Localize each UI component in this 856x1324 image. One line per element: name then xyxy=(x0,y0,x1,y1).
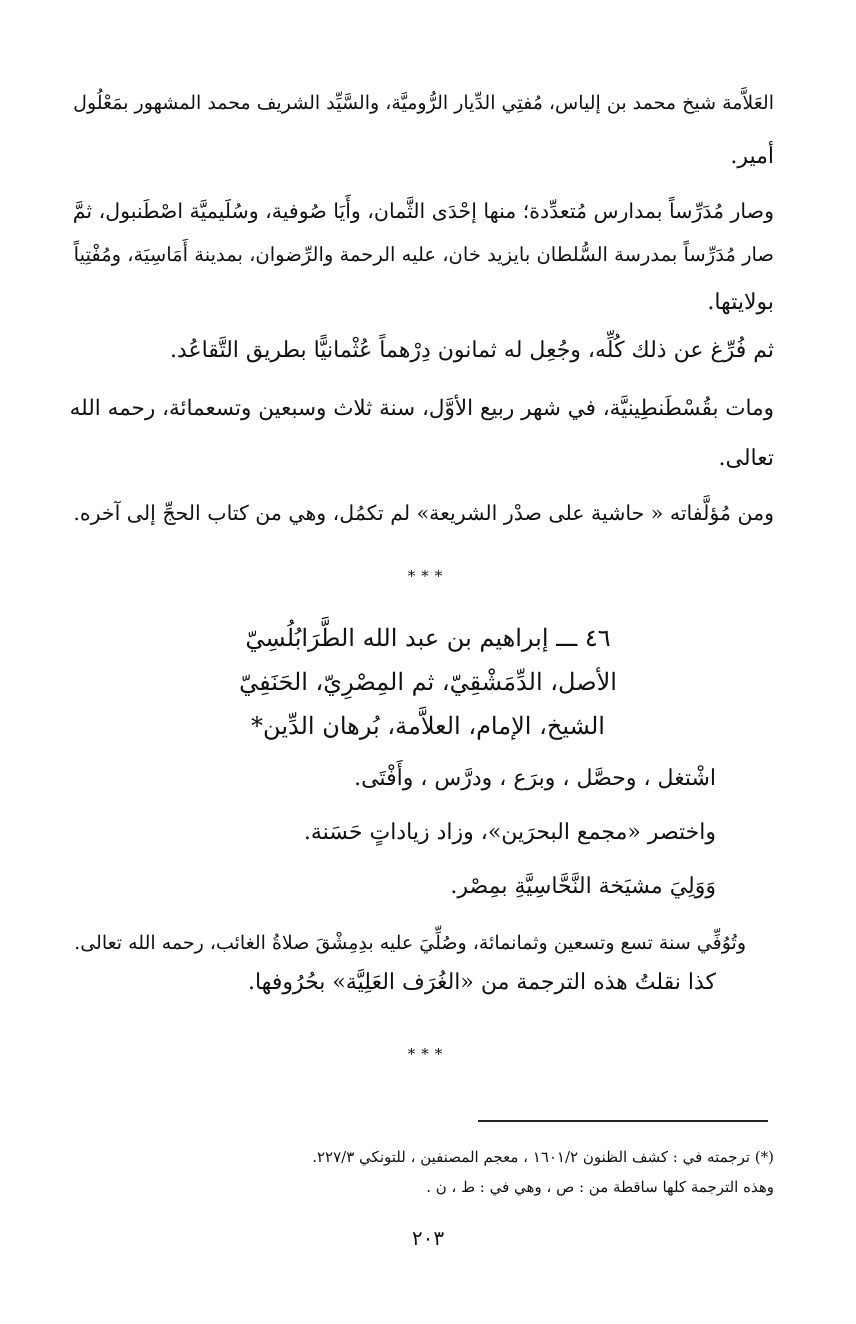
footnote-rule xyxy=(478,1120,768,1122)
paragraph-line: كذا نقلتُ هذه الترجمة من «الغُرَف العَلِيَّة» بحُرُوفها. xyxy=(247,970,716,995)
paragraph-line: ومن مُؤلَّفاته « حاشية على صدْر الشريعة» لم تكمُل، وهي من كتاب الحجِّ إلى آخره. xyxy=(73,501,774,525)
entry-title-epithets: الشيخ، الإمام، العلاَّمة، بُرهان الدِّين* xyxy=(251,712,605,740)
paragraph-line: ومات بقُسْطَنطِينيَّة، في شهر ربيع الأوَّل، سنة ثلاث وسبعين وتسعمائة، رحمه الله xyxy=(69,396,774,421)
entry-title: ٤٦ ـــ إبراهيم بن عبد الله الطَّرَابُلُسِيّ xyxy=(245,624,611,652)
section-separator: *** xyxy=(407,567,449,585)
paragraph-line: بولايتها. xyxy=(707,290,774,315)
paragraph-line: واختصر «مجمع البحرَين»، وزاد زياداتٍ حَسَنة. xyxy=(303,820,716,845)
paragraph-line: وتُوُفِّي سنة تسع وتسعين وثمانمائة، وصُلِّيَ عليه بدِمِشْقَ صلاةُ الغائب، رحمه الله تعالى. xyxy=(74,932,746,954)
paragraph-line: وصار مُدَرِّساً بمدارس مُتعدِّدة؛ منها إحْدَى الثَّمان، وأَيَا صُوفية، وسُلَيميَّة اصْطَنبول، ثمَّ xyxy=(72,199,774,223)
paragraph-line: تعالى. xyxy=(718,446,774,471)
entry-title-origin: الأصل، الدِّمَشْقِيّ، ثم المِصْرِيّ، الحَنَفِيّ xyxy=(239,668,617,696)
paragraph-line: العَلاَّمة شيخ محمد بن إلياس، مُفتِي الدِّيار الرُّوميَّة، والسَّيِّد الشريف محمد المشهور بمَعْلُول xyxy=(73,92,774,114)
paragraph-line: وَوَلِيَ مشيَخة النَّحَّاسِيَّةِ بمِصْر. xyxy=(450,874,716,899)
paragraph-line: صار مُدَرِّساً بمدرسة السُّلطان بايزيد خان، عليه الرحمة والرِّضوان، بمدينة أَمَاسِيَة، ومُفْتِياً xyxy=(73,243,774,266)
paragraph-line: اشْتغل ، وحصَّل ، وبرَع ، ودرَّس ، وأَفْتَى. xyxy=(354,766,716,791)
footnote-line: وهذه الترجمة كلها ساقطة من : ص ، وهي في : ط ، ن . xyxy=(426,1178,774,1196)
paragraph-line: ثم فُرِّغ عن ذلك كُلِّه، وجُعِل له ثمانون دِرْهماً عُثْمانيًّا بطريق التَّقاعُد. xyxy=(169,338,774,363)
page-number: ٢٠٣ xyxy=(411,1226,445,1250)
footnote-line: (*) ترجمته في : كشف الظنون ١٦٠١/٢ ، معجم المصنفين ، للتونكي ٢٢٧/٣. xyxy=(312,1148,774,1166)
paragraph-line: أمير. xyxy=(730,144,774,169)
section-separator: *** xyxy=(407,1045,449,1063)
